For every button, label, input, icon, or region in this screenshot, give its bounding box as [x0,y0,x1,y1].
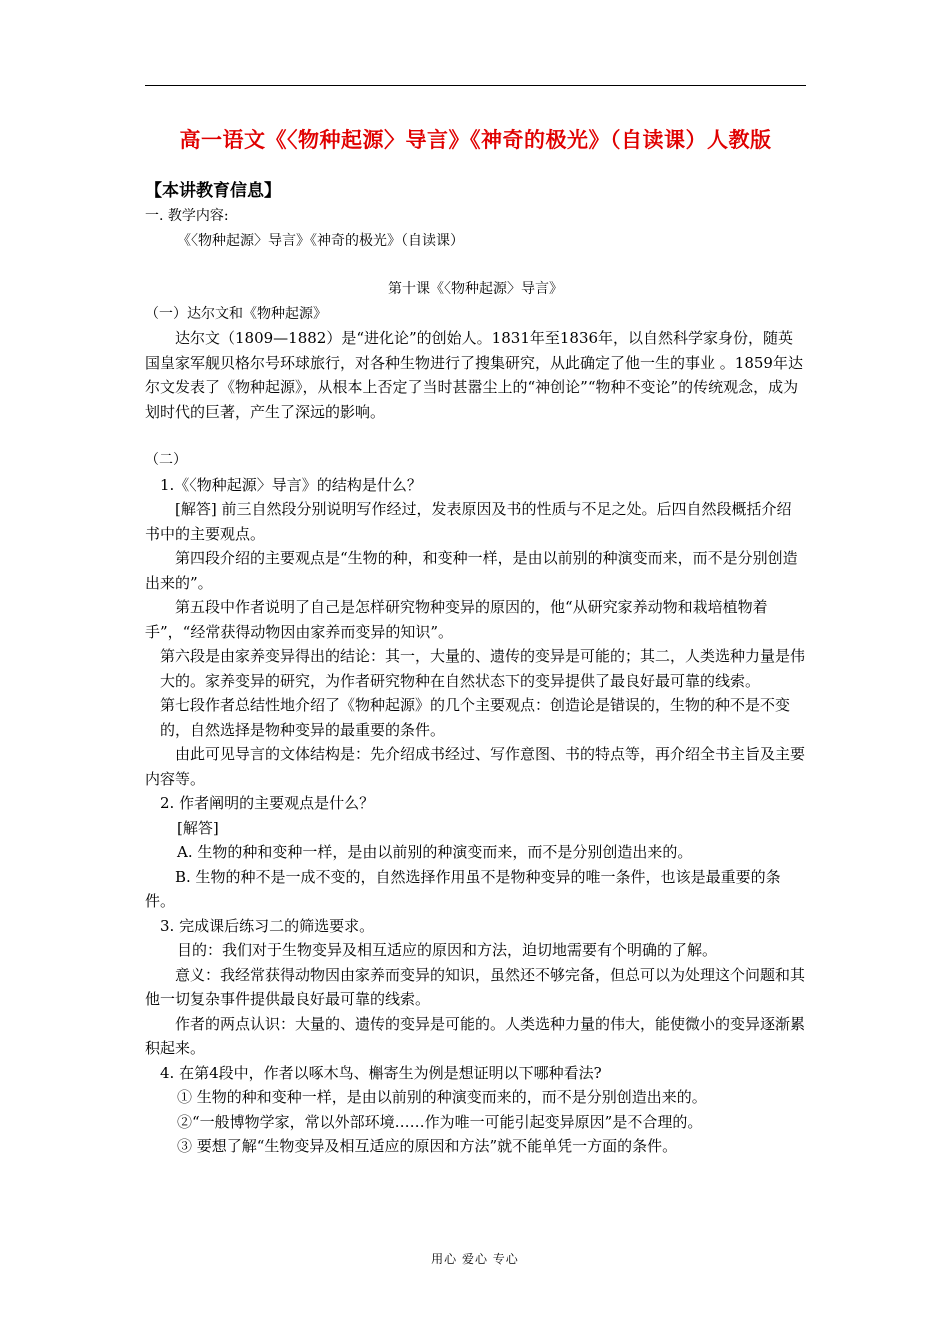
question-4-option: ① 生物的种和变种一样，是由以前别的种演变而来的，而不是分别创造出来的。 [177,1088,707,1106]
question-4: 4. 在第4段中，作者以啄木鸟、槲寄生为例是想证明以下哪种看法? [160,1063,602,1082]
spacer [145,253,806,277]
teaching-label: 一. 教学内容: [145,208,229,224]
part2-heading: （二） [145,452,187,468]
part1-paragraph: 达尔文（1809—1882）是“进化论”的创始人。1831年至1836年，以自然科学家身份，随英国皇家军舰贝格尔号环球旅行，对各种生物进行了搜集研究，从此确定了他一生的事业 。1859年达尔文发表了《物种起源》，从根本上否定了当时甚嚣尘上的“神创论”“物种不变论”的传统观念，成为划时代的巨著，产生了深远的影响。 [145,329,803,421]
answer-1-paragraph: 第六段是由家养变异得出的结论：其一，大量的、遗传的变异是可能的；其二，人类选种力量是伟大的。家养变异的研究，为作者研究物种在自然状态下的变异提供了最良好最可靠的线索。 [160,647,806,690]
document-title: 高一语文《〈物种起源〉导言》《神奇的极光》（自读课）人教版 [179,128,772,152]
answer-1-paragraph: [解答] 前三自然段分别说明写作经过，发表原因及书的性质与不足之处。后四自然段概括介绍书中的主要观点。 [145,500,792,543]
header-rule [145,85,806,86]
teaching-content: 《〈物种起源〉导言》《神奇的极光》（自读课） [177,232,464,249]
section-label: 【本讲教育信息】 [145,181,281,201]
question-2: 2. 作者阐明的主要观点是什么？ [160,794,375,812]
lesson-title: 第十课《〈物种起源〉导言》 [388,281,563,297]
answer-1-paragraph: 第七段作者总结性地介绍了《物种起源》的几个主要观点：创造论是错误的，生物的种不是不变的，自然选择是物种变异的最重要的条件。 [160,696,791,739]
spacer [145,424,806,448]
answer-3-paragraph: 意义：我经常获得动物因由家养而变异的知识，虽然还不够完备，但总可以为处理这个问题和其他一切复杂事件提供最良好最可靠的线索。 [145,965,806,1008]
answer-2-item: B. 生物的种不是一成不变的，自然选择作用虽不是物种变异的唯一条件，也该是最重要的条件。 [145,867,781,910]
answer-3-paragraph: 作者的两点认识：大量的、遗传的变异是可能的。人类选种力量的伟大，能使微小的变异逐渐累积起来。 [145,1014,806,1057]
question-3: 3. 完成课后练习二的筛选要求。 [160,916,375,935]
question-1: 1.《〈物种起源〉导言》的结构是什么？ [160,475,422,494]
page-footer: 用心 爱心 专心 [431,1252,519,1266]
question-4-option: ③ 要想了解“生物变异及相互适应的原因和方法”就不能单凭一方面的条件。 [177,1137,678,1155]
answer-2-label: [解答] [177,818,219,837]
question-4-option: ②“一般博物学家，常以外部环境……作为唯一可能引起变异原因”是不合理的。 [177,1112,703,1131]
answer-1-paragraph: 第四段介绍的主要观点是“生物的种，和变种一样，是由以前别的种演变而来，而不是分别创造出来的”。 [145,549,798,592]
answer-3-paragraph: 目的：我们对于生物变异及相互适应的原因和方法，迫切地需要有个明确的了解。 [177,941,718,959]
part1-heading: （一）达尔文和《物种起源》 [145,305,327,322]
answer-2-item: A. 生物的种和变种一样，是由以前别的种演变而来，而不是分别创造出来的。 [177,843,693,861]
document-body [145,178,806,1159]
answer-1-paragraph: 由此可见导言的文体结构是：先介绍成书经过、写作意图、书的特点等，再介绍全书主旨及主要内容等。 [145,745,806,788]
answer-1-paragraph: 第五段中作者说明了自己是怎样研究物种变异的原因的，他“从研究家养动物和栽培植物着手”，“经常获得动物因由家养而变异的知识”。 [145,598,768,641]
